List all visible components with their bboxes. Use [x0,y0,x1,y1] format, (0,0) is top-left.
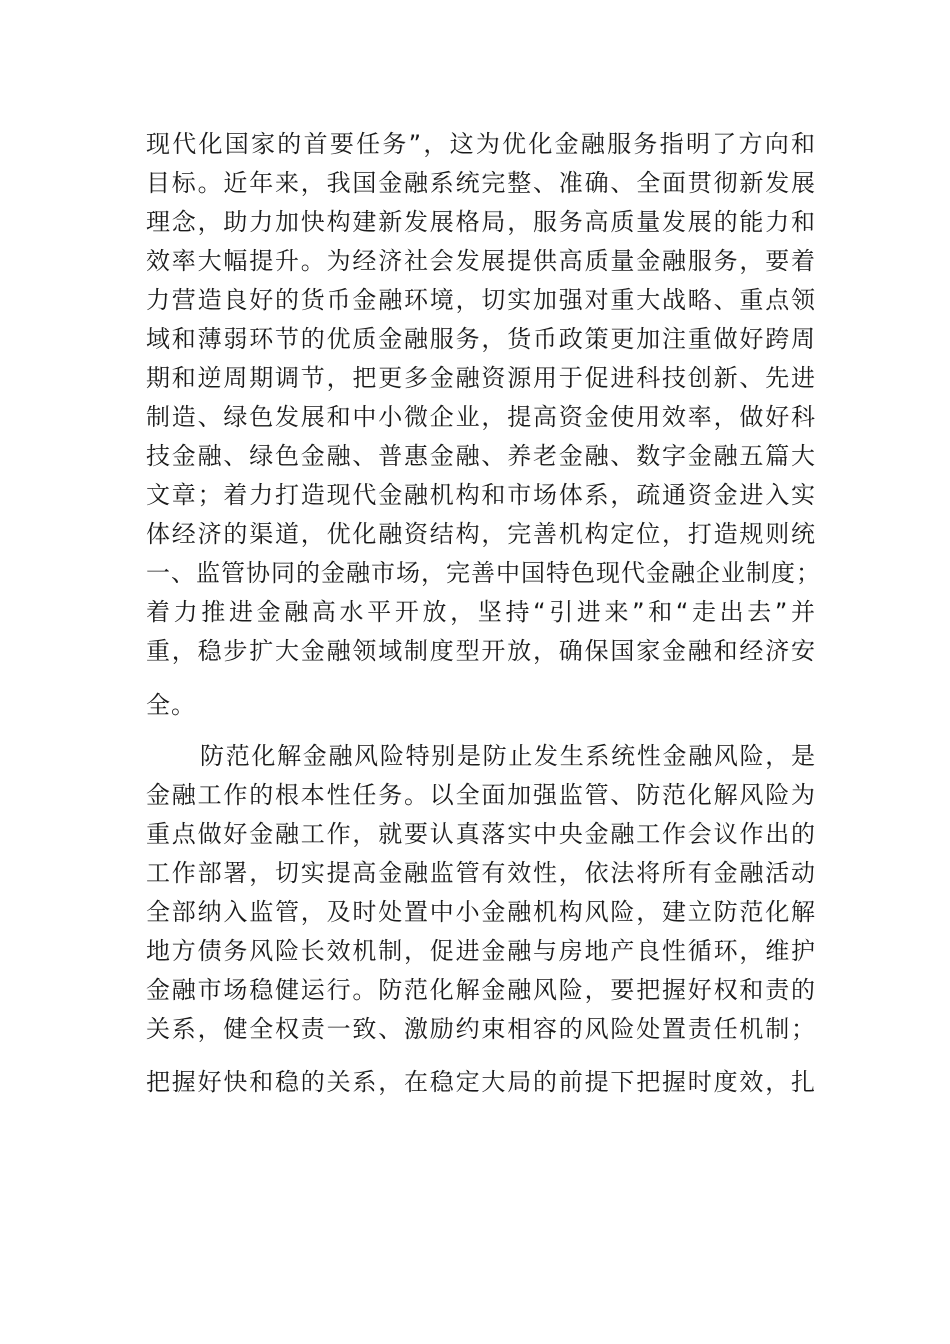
text-line: 现代化国家的首要任务”，这为优化金融服务指明了方向和 [146,130,816,158]
text-line: 金融市场稳健运行。防范化解金融风险，要把握好权和责的 [146,976,816,1004]
text-line: 关系，健全权责一致、激励约束相容的风险处置责任机制； [146,1015,816,1043]
text-line: 体经济的渠道，优化融资结构，完善机构定位，打造规则统 [146,520,816,548]
text-line: 重点做好金融工作，就要认真落实中央金融工作会议作出的 [146,820,816,848]
text-line: 目标。近年来，我国金融系统完整、准确、全面贯彻新发展 [146,169,816,197]
text-line: 力营造良好的货币金融环境，切实加强对重大战略、重点领 [146,286,816,314]
text-line: 技金融、绿色金融、普惠金融、养老金融、数字金融五篇大 [146,442,816,470]
text-line: 理念，助力加快构建新发展格局，服务高质量发展的能力和 [146,208,816,236]
text-line: 域和薄弱环节的优质金融服务，货币政策更加注重做好跨周 [146,325,816,353]
text-line: 地方债务风险长效机制，促进金融与房地产良性循环，维护 [146,937,816,965]
text-line: 全。 [146,691,196,719]
paragraph-first-line: 防范化解金融风险特别是防止发生系统性金融风险，是 [200,742,816,770]
text-line: 全部纳入监管，及时处置中小金融机构风险，建立防范化解 [146,898,816,926]
text-line: 着力推进金融高水平开放，坚持“引进来”和“走出去”并 [146,598,816,626]
text-line: 重，稳步扩大金融领域制度型开放，确保国家金融和经济安 [146,637,816,665]
text-line: 效率大幅提升。为经济社会发展提供高质量金融服务，要着 [146,247,816,275]
text-line: 金融工作的根本性任务。以全面加强监管、防范化解风险为 [146,781,816,809]
text-line: 工作部署，切实提高金融监管有效性，依法将所有金融活动 [146,859,816,887]
text-line: 制造、绿色发展和中小微企业，提高资金使用效率，做好科 [146,403,816,431]
text-line: 把握好快和稳的关系，在稳定大局的前提下把握时度效，扎 [146,1068,816,1096]
text-line: 一、监管协同的金融市场，完善中国特色现代金融企业制度； [146,559,821,587]
text-line: 文章；着力打造现代金融机构和市场体系，疏通资金进入实 [146,481,816,509]
text-line: 期和逆周期调节，把更多金融资源用于促进科技创新、先进 [146,364,816,392]
